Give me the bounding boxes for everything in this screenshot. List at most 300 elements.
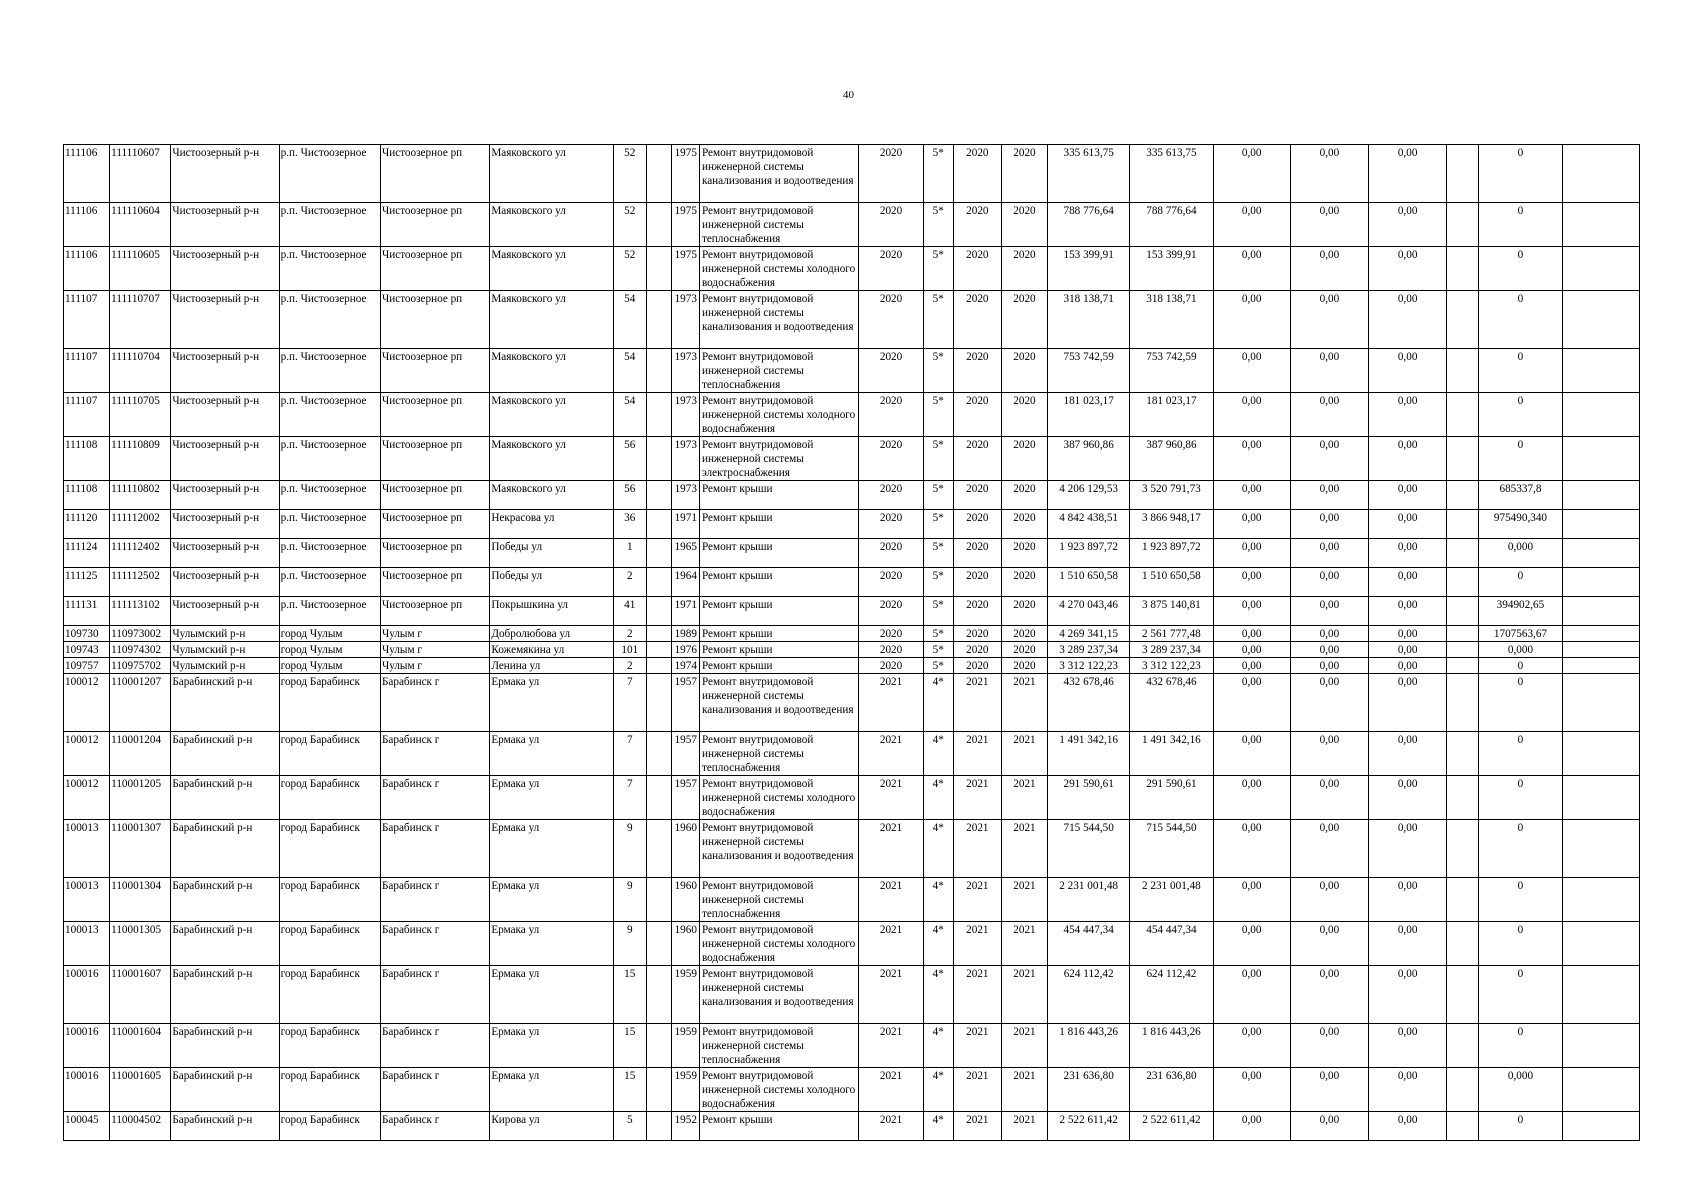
cell-work-type: Ремонт внутридомовой инженерной системы теплоснабжения	[699, 732, 859, 776]
cell-end-year: 2020	[1001, 481, 1047, 510]
cell-plan-year: 2020	[859, 539, 923, 568]
table-row	[64, 1024, 1640, 1068]
cell-district: Чулымский р-н	[171, 658, 279, 674]
cell-total-cost: 181 023,17	[1048, 393, 1130, 437]
cell-work-type: Ремонт внутридомовой инженерной системы электроснабжения	[699, 437, 859, 481]
cell-end-year: 2021	[1001, 674, 1047, 732]
cell-building	[646, 510, 671, 539]
cell-district: Барабинский р-н	[171, 922, 279, 966]
cell-priority: 5*	[923, 626, 953, 642]
cell-fund-cost: 153 399,91	[1130, 247, 1213, 291]
cell-locality: Барабинск г	[380, 1068, 489, 1112]
table-row	[64, 568, 1640, 597]
table-row	[64, 539, 1640, 568]
cell-work-id: 111112402	[110, 539, 171, 568]
cell-build-year: 1952	[671, 1112, 699, 1141]
cell-plan-year: 2021	[859, 674, 923, 732]
cell-local-funds: 0,00	[1369, 1112, 1447, 1141]
cell-local-funds: 0,00	[1369, 776, 1447, 820]
cell-fund-cost: 432 678,46	[1130, 674, 1213, 732]
cell-note	[1562, 247, 1639, 291]
table-row	[64, 1112, 1640, 1141]
table-row	[64, 247, 1640, 291]
cell-reserve	[1447, 145, 1479, 203]
cell-house-number: 54	[613, 349, 646, 393]
cell-district: Чулымский р-н	[171, 626, 279, 642]
cell-work-id: 111112502	[110, 568, 171, 597]
cell-settlement: город Барабинск	[279, 1024, 380, 1068]
cell-build-year: 1960	[671, 922, 699, 966]
cell-district: Чистоозерный р-н	[171, 597, 279, 626]
cell-settlement: р.п. Чистоозерное	[279, 393, 380, 437]
cell-work-type: Ремонт внутридомовой инженерной системы канализования и водоотведения	[699, 674, 859, 732]
cell-building	[646, 1068, 671, 1112]
cell-note	[1562, 539, 1639, 568]
cell-settlement: р.п. Чистоозерное	[279, 481, 380, 510]
cell-plan-year: 2021	[859, 1068, 923, 1112]
cell-reserve	[1447, 642, 1479, 658]
cell-house-number: 52	[613, 145, 646, 203]
cell-work-id: 110001205	[110, 776, 171, 820]
cell-street: Некрасова ул	[490, 510, 613, 539]
cell-plan-year: 2020	[859, 642, 923, 658]
cell-federal-funds: 0,00	[1213, 1112, 1290, 1141]
cell-local-funds: 0,00	[1369, 1024, 1447, 1068]
cell-work-type: Ремонт внутридомовой инженерной системы канализования и водоотведения	[699, 291, 859, 349]
cell-district: Чистоозерный р-н	[171, 539, 279, 568]
cell-build-year: 1973	[671, 349, 699, 393]
cell-plan-year: 2021	[859, 878, 923, 922]
cell-plan-year: 2021	[859, 1024, 923, 1068]
cell-reserve	[1447, 481, 1479, 510]
cell-priority: 5*	[923, 642, 953, 658]
cell-work-id: 110975702	[110, 658, 171, 674]
cell-owner-funds: 0	[1479, 1024, 1562, 1068]
cell-street: Победы ул	[490, 568, 613, 597]
cell-priority: 5*	[923, 291, 953, 349]
cell-work-id: 111110604	[110, 203, 171, 247]
cell-fund-cost: 1 491 342,16	[1130, 732, 1213, 776]
cell-owner-funds: 0,000	[1479, 1068, 1562, 1112]
cell-building	[646, 481, 671, 510]
cell-owner-funds: 0	[1479, 922, 1562, 966]
cell-local-funds: 0,00	[1369, 510, 1447, 539]
cell-work-type: Ремонт крыши	[699, 597, 859, 626]
cell-federal-funds: 0,00	[1213, 658, 1290, 674]
cell-building	[646, 393, 671, 437]
cell-owner-funds: 0	[1479, 674, 1562, 732]
cell-plan-year: 2020	[859, 658, 923, 674]
cell-work-id: 110001604	[110, 1024, 171, 1068]
cell-note	[1562, 597, 1639, 626]
cell-object-id: 111125	[64, 568, 110, 597]
cell-locality: Чистоозерное рп	[380, 568, 489, 597]
cell-end-year: 2020	[1001, 393, 1047, 437]
cell-street: Ермака ул	[490, 674, 613, 732]
table-row	[64, 481, 1640, 510]
cell-building	[646, 1112, 671, 1141]
cell-building	[646, 674, 671, 732]
cell-district: Чистоозерный р-н	[171, 481, 279, 510]
cell-work-id: 110001304	[110, 878, 171, 922]
cell-regional-funds: 0,00	[1290, 1068, 1368, 1112]
cell-locality: Барабинск г	[380, 1024, 489, 1068]
cell-note	[1562, 291, 1639, 349]
cell-building	[646, 732, 671, 776]
cell-object-id: 100012	[64, 776, 110, 820]
cell-end-year: 2020	[1001, 349, 1047, 393]
cell-work-type: Ремонт крыши	[699, 642, 859, 658]
cell-federal-funds: 0,00	[1213, 597, 1290, 626]
table-row	[64, 510, 1640, 539]
cell-plan-year: 2021	[859, 820, 923, 878]
table-row	[64, 776, 1640, 820]
cell-regional-funds: 0,00	[1290, 922, 1368, 966]
cell-settlement: р.п. Чистоозерное	[279, 568, 380, 597]
cell-house-number: 56	[613, 437, 646, 481]
cell-street: Ленина ул	[490, 658, 613, 674]
cell-object-id: 100016	[64, 1024, 110, 1068]
cell-house-number: 2	[613, 658, 646, 674]
cell-plan-year: 2020	[859, 291, 923, 349]
cell-regional-funds: 0,00	[1290, 291, 1368, 349]
cell-locality: Чистоозерное рп	[380, 481, 489, 510]
cell-regional-funds: 0,00	[1290, 820, 1368, 878]
table-row	[64, 966, 1640, 1024]
cell-note	[1562, 1068, 1639, 1112]
cell-object-id: 109757	[64, 658, 110, 674]
cell-local-funds: 0,00	[1369, 393, 1447, 437]
cell-settlement: р.п. Чистоозерное	[279, 247, 380, 291]
cell-house-number: 1	[613, 539, 646, 568]
cell-build-year: 1957	[671, 732, 699, 776]
cell-house-number: 15	[613, 1024, 646, 1068]
table-row	[64, 349, 1640, 393]
cell-building	[646, 203, 671, 247]
table-row	[64, 922, 1640, 966]
cell-settlement: город Барабинск	[279, 878, 380, 922]
cell-build-year: 1959	[671, 966, 699, 1024]
cell-settlement: город Чулым	[279, 642, 380, 658]
cell-work-id: 110001305	[110, 922, 171, 966]
cell-house-number: 52	[613, 203, 646, 247]
cell-settlement: р.п. Чистоозерное	[279, 291, 380, 349]
table-row	[64, 597, 1640, 626]
cell-build-year: 1973	[671, 437, 699, 481]
cell-district: Чистоозерный р-н	[171, 291, 279, 349]
cell-build-year: 1971	[671, 597, 699, 626]
cell-note	[1562, 481, 1639, 510]
cell-priority: 5*	[923, 349, 953, 393]
cell-fund-cost: 3 866 948,17	[1130, 510, 1213, 539]
cell-fund-cost: 181 023,17	[1130, 393, 1213, 437]
cell-work-id: 110973002	[110, 626, 171, 642]
cell-total-cost: 2 231 001,48	[1048, 878, 1130, 922]
cell-work-id: 111110707	[110, 291, 171, 349]
cell-house-number: 41	[613, 597, 646, 626]
cell-note	[1562, 878, 1639, 922]
cell-settlement: р.п. Чистоозерное	[279, 349, 380, 393]
cell-build-year: 1974	[671, 658, 699, 674]
cell-regional-funds: 0,00	[1290, 568, 1368, 597]
cell-object-id: 100012	[64, 732, 110, 776]
cell-owner-funds: 0,000	[1479, 642, 1562, 658]
cell-plan-year: 2021	[859, 922, 923, 966]
cell-priority: 5*	[923, 658, 953, 674]
cell-build-year: 1975	[671, 247, 699, 291]
cell-total-cost: 715 544,50	[1048, 820, 1130, 878]
cell-start-year: 2020	[953, 481, 1001, 510]
cell-work-type: Ремонт внутридомовой инженерной системы холодного водоснабжения	[699, 247, 859, 291]
cell-regional-funds: 0,00	[1290, 966, 1368, 1024]
cell-street: Ермака ул	[490, 922, 613, 966]
cell-federal-funds: 0,00	[1213, 437, 1290, 481]
cell-work-type: Ремонт крыши	[699, 568, 859, 597]
cell-start-year: 2020	[953, 349, 1001, 393]
cell-locality: Барабинск г	[380, 776, 489, 820]
cell-reserve	[1447, 510, 1479, 539]
cell-priority: 4*	[923, 776, 953, 820]
cell-work-id: 110001605	[110, 1068, 171, 1112]
cell-end-year: 2020	[1001, 597, 1047, 626]
cell-start-year: 2020	[953, 393, 1001, 437]
cell-plan-year: 2021	[859, 966, 923, 1024]
cell-owner-funds: 0	[1479, 966, 1562, 1024]
cell-district: Чистоозерный р-н	[171, 203, 279, 247]
cell-work-type: Ремонт крыши	[699, 510, 859, 539]
cell-note	[1562, 1112, 1639, 1141]
cell-build-year: 1973	[671, 291, 699, 349]
cell-start-year: 2021	[953, 820, 1001, 878]
cell-total-cost: 153 399,91	[1048, 247, 1130, 291]
cell-fund-cost: 2 561 777,48	[1130, 626, 1213, 642]
cell-fund-cost: 454 447,34	[1130, 922, 1213, 966]
cell-building	[646, 145, 671, 203]
cell-note	[1562, 776, 1639, 820]
cell-locality: Барабинск г	[380, 922, 489, 966]
cell-settlement: город Барабинск	[279, 732, 380, 776]
cell-end-year: 2021	[1001, 1112, 1047, 1141]
cell-federal-funds: 0,00	[1213, 203, 1290, 247]
cell-district: Барабинский р-н	[171, 1112, 279, 1141]
cell-house-number: 2	[613, 626, 646, 642]
cell-reserve	[1447, 658, 1479, 674]
cell-regional-funds: 0,00	[1290, 437, 1368, 481]
cell-settlement: город Барабинск	[279, 776, 380, 820]
cell-locality: Барабинск г	[380, 820, 489, 878]
cell-regional-funds: 0,00	[1290, 393, 1368, 437]
cell-start-year: 2021	[953, 1024, 1001, 1068]
cell-federal-funds: 0,00	[1213, 510, 1290, 539]
cell-object-id: 100013	[64, 922, 110, 966]
cell-object-id: 100016	[64, 966, 110, 1024]
cell-priority: 5*	[923, 203, 953, 247]
cell-building	[646, 349, 671, 393]
cell-plan-year: 2020	[859, 510, 923, 539]
cell-local-funds: 0,00	[1369, 674, 1447, 732]
cell-house-number: 9	[613, 820, 646, 878]
cell-reserve	[1447, 349, 1479, 393]
cell-street: Победы ул	[490, 539, 613, 568]
cell-street: Маяковского ул	[490, 393, 613, 437]
cell-district: Барабинский р-н	[171, 820, 279, 878]
cell-locality: Барабинск г	[380, 674, 489, 732]
cell-street: Маяковского ул	[490, 145, 613, 203]
cell-total-cost: 2 522 611,42	[1048, 1112, 1130, 1141]
cell-object-id: 109730	[64, 626, 110, 642]
cell-street: Маяковского ул	[490, 247, 613, 291]
table-row	[64, 642, 1640, 658]
cell-reserve	[1447, 247, 1479, 291]
cell-federal-funds: 0,00	[1213, 145, 1290, 203]
cell-street: Маяковского ул	[490, 481, 613, 510]
cell-total-cost: 753 742,59	[1048, 349, 1130, 393]
cell-start-year: 2020	[953, 568, 1001, 597]
cell-house-number: 36	[613, 510, 646, 539]
cell-work-id: 110004502	[110, 1112, 171, 1141]
cell-build-year: 1975	[671, 203, 699, 247]
cell-building	[646, 658, 671, 674]
cell-note	[1562, 966, 1639, 1024]
cell-locality: Чистоозерное рп	[380, 349, 489, 393]
cell-total-cost: 788 776,64	[1048, 203, 1130, 247]
cell-reserve	[1447, 732, 1479, 776]
cell-note	[1562, 642, 1639, 658]
cell-settlement: город Чулым	[279, 626, 380, 642]
cell-settlement: р.п. Чистоозерное	[279, 510, 380, 539]
cell-locality: Барабинск г	[380, 966, 489, 1024]
cell-fund-cost: 1 816 443,26	[1130, 1024, 1213, 1068]
table-row	[64, 732, 1640, 776]
cell-owner-funds: 0	[1479, 203, 1562, 247]
cell-building	[646, 597, 671, 626]
cell-note	[1562, 437, 1639, 481]
cell-end-year: 2020	[1001, 539, 1047, 568]
cell-local-funds: 0,00	[1369, 820, 1447, 878]
cell-fund-cost: 291 590,61	[1130, 776, 1213, 820]
cell-building	[646, 568, 671, 597]
cell-priority: 5*	[923, 145, 953, 203]
cell-note	[1562, 510, 1639, 539]
cell-house-number: 7	[613, 674, 646, 732]
cell-owner-funds: 685337,8	[1479, 481, 1562, 510]
cell-note	[1562, 674, 1639, 732]
cell-street: Ермака ул	[490, 1024, 613, 1068]
cell-work-id: 111110704	[110, 349, 171, 393]
cell-end-year: 2020	[1001, 510, 1047, 539]
cell-settlement: р.п. Чистоозерное	[279, 437, 380, 481]
cell-start-year: 2020	[953, 291, 1001, 349]
cell-end-year: 2020	[1001, 145, 1047, 203]
cell-owner-funds: 0	[1479, 393, 1562, 437]
cell-street: Маяковского ул	[490, 349, 613, 393]
cell-building	[646, 437, 671, 481]
cell-build-year: 1964	[671, 568, 699, 597]
cell-local-funds: 0,00	[1369, 539, 1447, 568]
cell-building	[646, 922, 671, 966]
cell-fund-cost: 3 520 791,73	[1130, 481, 1213, 510]
cell-build-year: 1973	[671, 393, 699, 437]
cell-local-funds: 0,00	[1369, 481, 1447, 510]
cell-end-year: 2021	[1001, 922, 1047, 966]
cell-reserve	[1447, 878, 1479, 922]
cell-local-funds: 0,00	[1369, 247, 1447, 291]
cell-owner-funds: 975490,340	[1479, 510, 1562, 539]
cell-regional-funds: 0,00	[1290, 878, 1368, 922]
cell-settlement: р.п. Чистоозерное	[279, 597, 380, 626]
cell-federal-funds: 0,00	[1213, 878, 1290, 922]
cell-work-type: Ремонт внутридомовой инженерной системы теплоснабжения	[699, 878, 859, 922]
cell-street: Ермака ул	[490, 820, 613, 878]
cell-building	[646, 642, 671, 658]
cell-federal-funds: 0,00	[1213, 1024, 1290, 1068]
cell-regional-funds: 0,00	[1290, 597, 1368, 626]
cell-fund-cost: 715 544,50	[1130, 820, 1213, 878]
cell-note	[1562, 922, 1639, 966]
cell-building	[646, 1024, 671, 1068]
cell-local-funds: 0,00	[1369, 291, 1447, 349]
cell-note	[1562, 732, 1639, 776]
cell-build-year: 1973	[671, 481, 699, 510]
cell-work-type: Ремонт внутридомовой инженерной системы холодного водоснабжения	[699, 776, 859, 820]
cell-street: Ермака ул	[490, 966, 613, 1024]
cell-end-year: 2021	[1001, 878, 1047, 922]
cell-locality: Чистоозерное рп	[380, 203, 489, 247]
cell-district: Чистоозерный р-н	[171, 393, 279, 437]
cell-total-cost: 318 138,71	[1048, 291, 1130, 349]
cell-federal-funds: 0,00	[1213, 820, 1290, 878]
cell-regional-funds: 0,00	[1290, 658, 1368, 674]
cell-object-id: 111107	[64, 349, 110, 393]
cell-object-id: 111107	[64, 291, 110, 349]
cell-priority: 4*	[923, 878, 953, 922]
cell-owner-funds: 0	[1479, 568, 1562, 597]
cell-build-year: 1971	[671, 510, 699, 539]
cell-total-cost: 1 816 443,26	[1048, 1024, 1130, 1068]
cell-house-number: 7	[613, 732, 646, 776]
cell-locality: Чулым г	[380, 642, 489, 658]
cell-district: Барабинский р-н	[171, 878, 279, 922]
cell-build-year: 1959	[671, 1024, 699, 1068]
cell-federal-funds: 0,00	[1213, 626, 1290, 642]
cell-priority: 5*	[923, 247, 953, 291]
cell-plan-year: 2020	[859, 349, 923, 393]
cell-owner-funds: 1707563,67	[1479, 626, 1562, 642]
cell-start-year: 2020	[953, 642, 1001, 658]
cell-house-number: 5	[613, 1112, 646, 1141]
cell-object-id: 100045	[64, 1112, 110, 1141]
cell-settlement: город Барабинск	[279, 1112, 380, 1141]
cell-total-cost: 1 510 650,58	[1048, 568, 1130, 597]
cell-object-id: 111120	[64, 510, 110, 539]
cell-local-funds: 0,00	[1369, 1068, 1447, 1112]
cell-federal-funds: 0,00	[1213, 393, 1290, 437]
cell-reserve	[1447, 674, 1479, 732]
cell-street: Маяковского ул	[490, 291, 613, 349]
cell-house-number: 15	[613, 1068, 646, 1112]
cell-priority: 5*	[923, 437, 953, 481]
table-row	[64, 1068, 1640, 1112]
cell-locality: Чистоозерное рп	[380, 510, 489, 539]
cell-build-year: 1975	[671, 145, 699, 203]
cell-regional-funds: 0,00	[1290, 539, 1368, 568]
cell-note	[1562, 568, 1639, 597]
cell-work-type: Ремонт внутридомовой инженерной системы холодного водоснабжения	[699, 922, 859, 966]
cell-owner-funds: 0	[1479, 776, 1562, 820]
cell-building	[646, 966, 671, 1024]
cell-federal-funds: 0,00	[1213, 674, 1290, 732]
cell-district: Чистоозерный р-н	[171, 247, 279, 291]
